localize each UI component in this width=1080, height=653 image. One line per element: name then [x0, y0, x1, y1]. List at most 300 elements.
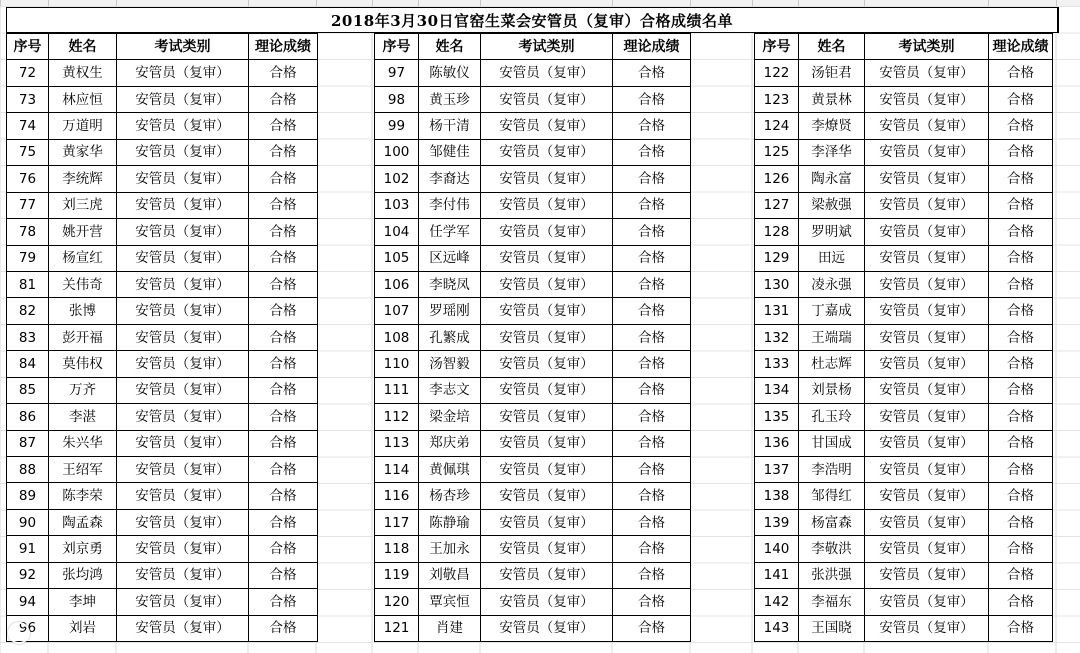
name-cell[interactable]: 李燎贤: [799, 113, 865, 139]
seq-cell[interactable]: 84: [7, 351, 49, 377]
category-cell[interactable]: 安管员（复审）: [481, 430, 613, 456]
score-cell[interactable]: 合格: [249, 245, 318, 271]
name-cell[interactable]: 杨杏珍: [419, 483, 481, 509]
seq-cell[interactable]: 102: [375, 166, 419, 192]
category-cell[interactable]: 安管员（复审）: [481, 351, 613, 377]
category-cell[interactable]: 安管员（复审）: [481, 245, 613, 271]
score-cell[interactable]: 合格: [613, 166, 691, 192]
seq-cell[interactable]: 110: [375, 351, 419, 377]
name-cell[interactable]: 张博: [49, 298, 117, 324]
category-cell[interactable]: 安管员（复审）: [117, 60, 249, 86]
category-cell[interactable]: 安管员（复审）: [865, 589, 989, 615]
name-cell[interactable]: 王绍军: [49, 457, 117, 483]
name-cell[interactable]: 李志文: [419, 377, 481, 403]
category-cell[interactable]: 安管员（复审）: [481, 113, 613, 139]
category-cell[interactable]: 安管员（复审）: [865, 166, 989, 192]
name-cell[interactable]: 李坤: [49, 589, 117, 615]
seq-cell[interactable]: 89: [7, 483, 49, 509]
name-cell[interactable]: 关伟奇: [49, 271, 117, 297]
sheet-title: 2018年3月30日官窑生菜会安管员（复审）合格成绩名单: [6, 7, 1059, 33]
name-cell[interactable]: 姚开营: [49, 219, 117, 245]
name-cell[interactable]: 陈敏仪: [419, 60, 481, 86]
seq-cell[interactable]: 117: [375, 509, 419, 535]
seq-cell[interactable]: 78: [7, 219, 49, 245]
name-cell[interactable]: 李福东: [799, 589, 865, 615]
score-cell[interactable]: 合格: [613, 298, 691, 324]
seq-cell[interactable]: 111: [375, 377, 419, 403]
score-cell[interactable]: 合格: [613, 562, 691, 588]
seq-cell[interactable]: 128: [755, 219, 799, 245]
name-cell[interactable]: 刘三虎: [49, 192, 117, 218]
category-cell[interactable]: 安管员（复审）: [865, 113, 989, 139]
name-cell[interactable]: 邹健佳: [419, 139, 481, 165]
score-cell[interactable]: 合格: [613, 483, 691, 509]
table-row: [755, 219, 1053, 245]
seq-cell[interactable]: 112: [375, 404, 419, 430]
category-cell[interactable]: 安管员（复审）: [865, 430, 989, 456]
score-cell[interactable]: 合格: [989, 589, 1053, 615]
name-cell[interactable]: 陶孟森: [49, 509, 117, 535]
name-cell[interactable]: 覃宾恒: [419, 589, 481, 615]
table-row: [7, 60, 318, 86]
category-cell[interactable]: 安管员（复审）: [117, 377, 249, 403]
seq-cell[interactable]: 138: [755, 483, 799, 509]
score-cell[interactable]: 合格: [989, 509, 1053, 535]
table-row: [755, 430, 1053, 456]
score-cell[interactable]: 合格: [989, 536, 1053, 562]
table-row: [7, 457, 318, 483]
score-cell[interactable]: 合格: [989, 166, 1053, 192]
name-cell[interactable]: 梁赦强: [799, 192, 865, 218]
name-cell[interactable]: 陈李荣: [49, 483, 117, 509]
score-cell[interactable]: 合格: [613, 377, 691, 403]
header-name: 姓名: [799, 34, 865, 60]
score-cell[interactable]: 合格: [613, 139, 691, 165]
table-row: [7, 245, 318, 271]
name-cell[interactable]: 汤钜君: [799, 60, 865, 86]
seq-cell[interactable]: 90: [7, 509, 49, 535]
seq-cell[interactable]: 79: [7, 245, 49, 271]
score-cell[interactable]: 合格: [249, 60, 318, 86]
score-cell[interactable]: 合格: [613, 113, 691, 139]
name-cell[interactable]: 陈静瑜: [419, 509, 481, 535]
header-score: 理论成绩: [249, 34, 318, 60]
seq-cell[interactable]: 72: [7, 60, 49, 86]
score-cell[interactable]: 合格: [613, 430, 691, 456]
seq-cell[interactable]: 106: [375, 271, 419, 297]
category-cell[interactable]: 安管员（复审）: [481, 483, 613, 509]
category-cell[interactable]: 安管员（复审）: [481, 615, 613, 641]
table-row: [375, 166, 691, 192]
seq-cell[interactable]: 86: [7, 404, 49, 430]
category-cell[interactable]: 安管员（复审）: [865, 351, 989, 377]
seq-cell[interactable]: 134: [755, 377, 799, 403]
table-row: [375, 60, 691, 86]
score-cell[interactable]: 合格: [989, 615, 1053, 641]
seq-cell[interactable]: 135: [755, 404, 799, 430]
seq-cell[interactable]: 76: [7, 166, 49, 192]
seq-cell[interactable]: 94: [7, 589, 49, 615]
category-cell[interactable]: 安管员（复审）: [117, 166, 249, 192]
name-cell[interactable]: 朱兴华: [49, 430, 117, 456]
table-row: [755, 271, 1053, 297]
table-row: [7, 589, 318, 615]
seq-cell[interactable]: 83: [7, 324, 49, 350]
table-row: [755, 509, 1053, 535]
seq-cell[interactable]: 114: [375, 457, 419, 483]
category-cell[interactable]: 安管员（复审）: [481, 509, 613, 535]
category-cell[interactable]: 安管员（复审）: [117, 457, 249, 483]
name-cell[interactable]: 田远: [799, 245, 865, 271]
name-cell[interactable]: 李统辉: [49, 166, 117, 192]
seq-cell[interactable]: 130: [755, 271, 799, 297]
category-cell[interactable]: 安管员（复审）: [117, 536, 249, 562]
seq-cell[interactable]: 124: [755, 113, 799, 139]
header-category: 考试类别: [481, 34, 613, 60]
name-cell[interactable]: 丁嘉成: [799, 298, 865, 324]
name-cell[interactable]: 任学军: [419, 219, 481, 245]
score-cell[interactable]: 合格: [989, 86, 1053, 112]
score-cell[interactable]: 合格: [989, 113, 1053, 139]
name-cell[interactable]: 杨富森: [799, 509, 865, 535]
category-cell[interactable]: 安管员（复审）: [865, 192, 989, 218]
score-cell[interactable]: 合格: [249, 219, 318, 245]
name-cell[interactable]: 莫伟权: [49, 351, 117, 377]
seq-cell[interactable]: 97: [375, 60, 419, 86]
name-cell[interactable]: 王端瑞: [799, 324, 865, 350]
seq-cell[interactable]: 142: [755, 589, 799, 615]
name-cell[interactable]: 刘敬昌: [419, 562, 481, 588]
table-row: [755, 245, 1053, 271]
category-cell[interactable]: 安管员（复审）: [117, 324, 249, 350]
name-cell[interactable]: 凌永强: [799, 271, 865, 297]
score-cell[interactable]: 合格: [613, 192, 691, 218]
seq-cell[interactable]: 129: [755, 245, 799, 271]
score-cell[interactable]: 合格: [613, 404, 691, 430]
name-cell[interactable]: 李敬洪: [799, 536, 865, 562]
table-row: [375, 351, 691, 377]
name-cell[interactable]: 黄玉珍: [419, 86, 481, 112]
score-cell[interactable]: 合格: [989, 351, 1053, 377]
score-cell[interactable]: 合格: [613, 60, 691, 86]
score-cell[interactable]: 合格: [249, 562, 318, 588]
name-cell[interactable]: 罗明斌: [799, 219, 865, 245]
score-cell[interactable]: 合格: [249, 166, 318, 192]
name-cell[interactable]: 区远峰: [419, 245, 481, 271]
score-cell[interactable]: 合格: [249, 298, 318, 324]
seq-cell[interactable]: 75: [7, 139, 49, 165]
seq-cell[interactable]: 113: [375, 430, 419, 456]
score-cell[interactable]: 合格: [989, 377, 1053, 403]
seq-cell[interactable]: 87: [7, 430, 49, 456]
seq-cell[interactable]: 119: [375, 562, 419, 588]
name-cell[interactable]: 甘国成: [799, 430, 865, 456]
category-cell[interactable]: 安管员（复审）: [865, 324, 989, 350]
category-cell[interactable]: 安管员（复审）: [117, 562, 249, 588]
seq-cell[interactable]: 143: [755, 615, 799, 641]
table-row: [755, 483, 1053, 509]
table-row: [7, 219, 318, 245]
seq-cell[interactable]: 88: [7, 457, 49, 483]
category-cell[interactable]: 安管员（复审）: [865, 536, 989, 562]
name-cell[interactable]: 林应恒: [49, 86, 117, 112]
score-cell[interactable]: 合格: [249, 589, 318, 615]
name-cell[interactable]: 肖建: [419, 615, 481, 641]
seq-cell[interactable]: 103: [375, 192, 419, 218]
category-cell[interactable]: 安管员（复审）: [117, 271, 249, 297]
category-cell[interactable]: 安管员（复审）: [865, 377, 989, 403]
score-cell[interactable]: 合格: [249, 324, 318, 350]
name-cell[interactable]: 罗瑶刚: [419, 298, 481, 324]
seq-cell[interactable]: 107: [375, 298, 419, 324]
category-cell[interactable]: 安管员（复审）: [117, 589, 249, 615]
category-cell[interactable]: 安管员（复审）: [481, 271, 613, 297]
seq-cell[interactable]: 123: [755, 86, 799, 112]
seq-cell[interactable]: 91: [7, 536, 49, 562]
seq-cell[interactable]: 108: [375, 324, 419, 350]
seq-cell[interactable]: 131: [755, 298, 799, 324]
score-cell[interactable]: 合格: [249, 86, 318, 112]
score-cell[interactable]: 合格: [249, 271, 318, 297]
name-cell[interactable]: 李湛: [49, 404, 117, 430]
category-cell[interactable]: 安管员（复审）: [481, 86, 613, 112]
category-cell[interactable]: 安管员（复审）: [481, 192, 613, 218]
score-cell[interactable]: 合格: [249, 615, 318, 641]
name-cell[interactable]: 汤智毅: [419, 351, 481, 377]
score-cell[interactable]: 合格: [613, 219, 691, 245]
category-cell[interactable]: 安管员（复审）: [117, 483, 249, 509]
category-cell[interactable]: 安管员（复审）: [481, 404, 613, 430]
seq-cell[interactable]: 126: [755, 166, 799, 192]
category-cell[interactable]: 安管员（复审）: [865, 139, 989, 165]
name-cell[interactable]: 黄景林: [799, 86, 865, 112]
score-cell[interactable]: 合格: [613, 536, 691, 562]
name-cell[interactable]: 万道明: [49, 113, 117, 139]
category-cell[interactable]: 安管员（复审）: [117, 86, 249, 112]
score-cell[interactable]: 合格: [249, 536, 318, 562]
category-cell[interactable]: 安管员（复审）: [865, 562, 989, 588]
table-row: [7, 86, 318, 112]
results-table-1: [6, 33, 318, 642]
category-cell[interactable]: 安管员（复审）: [865, 457, 989, 483]
score-cell[interactable]: 合格: [613, 351, 691, 377]
seq-cell[interactable]: 92: [7, 562, 49, 588]
score-cell[interactable]: 合格: [989, 245, 1053, 271]
name-cell[interactable]: 杨宣红: [49, 245, 117, 271]
name-cell[interactable]: 杜志辉: [799, 351, 865, 377]
seq-cell[interactable]: 116: [375, 483, 419, 509]
category-cell[interactable]: 安管员（复审）: [865, 298, 989, 324]
seq-cell[interactable]: 85: [7, 377, 49, 403]
name-cell[interactable]: 李晓凤: [419, 271, 481, 297]
name-cell[interactable]: 王国晓: [799, 615, 865, 641]
category-cell[interactable]: 安管员（复审）: [117, 404, 249, 430]
table-row: [7, 139, 318, 165]
seq-cell[interactable]: 96: [7, 615, 49, 641]
category-cell[interactable]: 安管员（复审）: [481, 536, 613, 562]
category-cell[interactable]: 安管员（复审）: [481, 219, 613, 245]
table-row: [7, 324, 318, 350]
name-cell[interactable]: 李裔达: [419, 166, 481, 192]
score-cell[interactable]: 合格: [249, 509, 318, 535]
name-cell[interactable]: 黄权生: [49, 60, 117, 86]
category-cell[interactable]: 安管员（复审）: [117, 113, 249, 139]
score-cell[interactable]: 合格: [249, 483, 318, 509]
category-cell[interactable]: 安管员（复审）: [481, 166, 613, 192]
seq-cell[interactable]: 136: [755, 430, 799, 456]
seq-cell[interactable]: 121: [375, 615, 419, 641]
seq-cell[interactable]: 99: [375, 113, 419, 139]
category-cell[interactable]: 安管员（复审）: [865, 245, 989, 271]
table-row: [375, 139, 691, 165]
name-cell[interactable]: 万齐: [49, 377, 117, 403]
seq-cell[interactable]: 82: [7, 298, 49, 324]
name-cell[interactable]: 张洪强: [799, 562, 865, 588]
seq-cell[interactable]: 140: [755, 536, 799, 562]
score-cell[interactable]: 合格: [613, 509, 691, 535]
seq-cell[interactable]: 105: [375, 245, 419, 271]
score-cell[interactable]: 合格: [249, 404, 318, 430]
name-cell[interactable]: 梁金培: [419, 404, 481, 430]
category-cell[interactable]: 安管员（复审）: [117, 615, 249, 641]
name-cell[interactable]: 刘岩: [49, 615, 117, 641]
table-row: [375, 457, 691, 483]
name-cell[interactable]: 邹得红: [799, 483, 865, 509]
seq-cell[interactable]: 133: [755, 351, 799, 377]
score-cell[interactable]: 合格: [249, 351, 318, 377]
score-cell[interactable]: 合格: [249, 192, 318, 218]
table-row: [375, 271, 691, 297]
score-cell[interactable]: 合格: [989, 219, 1053, 245]
category-cell[interactable]: 安管员（复审）: [865, 509, 989, 535]
category-cell[interactable]: 安管员（复审）: [117, 298, 249, 324]
score-cell[interactable]: 合格: [613, 245, 691, 271]
header-category: 考试类别: [865, 34, 989, 60]
category-cell[interactable]: 安管员（复审）: [117, 219, 249, 245]
name-cell[interactable]: 王加永: [419, 536, 481, 562]
table-row: [7, 166, 318, 192]
name-cell[interactable]: 张均鸿: [49, 562, 117, 588]
table-row: [375, 113, 691, 139]
seq-cell[interactable]: 81: [7, 271, 49, 297]
header-row: [7, 34, 318, 60]
name-cell[interactable]: 彭开福: [49, 324, 117, 350]
table-row: [375, 430, 691, 456]
category-cell[interactable]: 安管员（复审）: [865, 404, 989, 430]
score-cell[interactable]: 合格: [989, 271, 1053, 297]
category-cell[interactable]: 安管员（复审）: [481, 562, 613, 588]
category-cell[interactable]: 安管员（复审）: [481, 298, 613, 324]
score-cell[interactable]: 合格: [613, 457, 691, 483]
score-cell[interactable]: 合格: [249, 377, 318, 403]
seq-cell[interactable]: 118: [375, 536, 419, 562]
name-cell[interactable]: 孔玉玲: [799, 404, 865, 430]
score-cell[interactable]: 合格: [613, 324, 691, 350]
score-cell[interactable]: 合格: [249, 113, 318, 139]
score-cell[interactable]: 合格: [989, 483, 1053, 509]
name-cell[interactable]: 孔繁成: [419, 324, 481, 350]
name-cell[interactable]: 李泽华: [799, 139, 865, 165]
score-cell[interactable]: 合格: [989, 60, 1053, 86]
seq-cell[interactable]: 137: [755, 457, 799, 483]
score-cell[interactable]: 合格: [249, 430, 318, 456]
seq-cell[interactable]: 120: [375, 589, 419, 615]
seq-cell[interactable]: 74: [7, 113, 49, 139]
table-row: [7, 404, 318, 430]
name-cell[interactable]: 李付伟: [419, 192, 481, 218]
score-cell[interactable]: 合格: [989, 404, 1053, 430]
category-cell[interactable]: 安管员（复审）: [481, 324, 613, 350]
score-cell[interactable]: 合格: [989, 192, 1053, 218]
name-cell[interactable]: 刘景杨: [799, 377, 865, 403]
name-cell[interactable]: 杨干清: [419, 113, 481, 139]
category-cell[interactable]: 安管员（复审）: [481, 377, 613, 403]
category-cell[interactable]: 安管员（复审）: [117, 245, 249, 271]
seq-cell[interactable]: 122: [755, 60, 799, 86]
category-cell[interactable]: 安管员（复审）: [481, 139, 613, 165]
category-cell[interactable]: 安管员（复审）: [117, 139, 249, 165]
name-cell[interactable]: 陶永富: [799, 166, 865, 192]
header-seq: 序号: [7, 34, 49, 60]
seq-cell[interactable]: 104: [375, 219, 419, 245]
score-cell[interactable]: 合格: [249, 457, 318, 483]
category-cell[interactable]: 安管员（复审）: [865, 271, 989, 297]
category-cell[interactable]: 安管员（复审）: [117, 192, 249, 218]
name-cell[interactable]: 郑庆弟: [419, 430, 481, 456]
category-cell[interactable]: 安管员（复审）: [117, 351, 249, 377]
score-cell[interactable]: 合格: [989, 324, 1053, 350]
seq-cell[interactable]: 98: [375, 86, 419, 112]
name-cell[interactable]: 黄家华: [49, 139, 117, 165]
seq-cell[interactable]: 73: [7, 86, 49, 112]
seq-cell[interactable]: 77: [7, 192, 49, 218]
seq-cell[interactable]: 139: [755, 509, 799, 535]
category-cell[interactable]: 安管员（复审）: [865, 219, 989, 245]
category-cell[interactable]: 安管员（复审）: [865, 86, 989, 112]
score-cell[interactable]: 合格: [989, 457, 1053, 483]
seq-cell[interactable]: 127: [755, 192, 799, 218]
category-cell[interactable]: 安管员（复审）: [865, 615, 989, 641]
name-cell[interactable]: 刘京勇: [49, 536, 117, 562]
name-cell[interactable]: 李浩明: [799, 457, 865, 483]
table-row: [7, 562, 318, 588]
table-row: [755, 457, 1053, 483]
category-cell[interactable]: 安管员（复审）: [865, 60, 989, 86]
score-cell[interactable]: 合格: [989, 139, 1053, 165]
header-row: [375, 34, 691, 60]
score-cell[interactable]: 合格: [613, 589, 691, 615]
score-cell[interactable]: 合格: [249, 139, 318, 165]
score-cell[interactable]: 合格: [613, 271, 691, 297]
category-cell[interactable]: 安管员（复审）: [481, 589, 613, 615]
score-cell[interactable]: 合格: [613, 615, 691, 641]
score-cell[interactable]: 合格: [989, 430, 1053, 456]
score-cell[interactable]: 合格: [613, 86, 691, 112]
category-cell[interactable]: 安管员（复审）: [481, 457, 613, 483]
seq-cell[interactable]: 141: [755, 562, 799, 588]
category-cell[interactable]: 安管员（复审）: [481, 60, 613, 86]
seq-cell[interactable]: 125: [755, 139, 799, 165]
table-row: [755, 351, 1053, 377]
seq-cell[interactable]: 132: [755, 324, 799, 350]
name-cell[interactable]: 黄佩琪: [419, 457, 481, 483]
score-cell[interactable]: 合格: [989, 562, 1053, 588]
category-cell[interactable]: 安管员（复审）: [865, 483, 989, 509]
category-cell[interactable]: 安管员（复审）: [117, 509, 249, 535]
category-cell[interactable]: 安管员（复审）: [117, 430, 249, 456]
seq-cell[interactable]: 100: [375, 139, 419, 165]
score-cell[interactable]: 合格: [989, 298, 1053, 324]
